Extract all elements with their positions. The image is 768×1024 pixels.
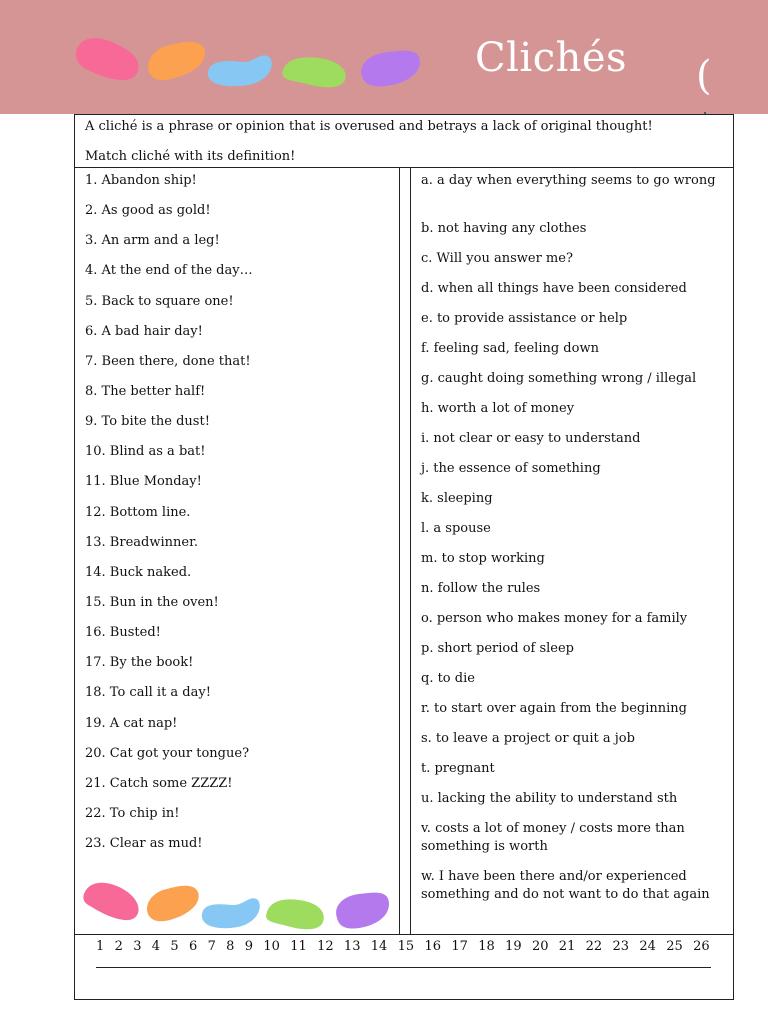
- definition-item: q. to die: [421, 671, 475, 686]
- answer-number: 26: [693, 939, 710, 954]
- definition-item: b. not having any clothes: [421, 221, 587, 236]
- intro-text: A cliché is a phrase or opinion that is overused and betrays a lack of original thought!: [85, 119, 653, 134]
- definition-item: h. worth a lot of money: [421, 401, 575, 416]
- answer-number: 20: [531, 939, 549, 954]
- definition-item: f. feeling sad, feeling down: [421, 341, 599, 356]
- answer-number: 24: [639, 939, 656, 954]
- answer-number: 1: [96, 939, 105, 954]
- cliche-item: 21. Catch some ZZZZ!: [85, 775, 233, 791]
- cliche-item: 7. Been there, done that!: [85, 353, 251, 369]
- definition-item: k. sleeping: [421, 491, 493, 506]
- cliche-item: 5. Back to square one!: [85, 293, 234, 309]
- cliche-item: 10. Blind as a bat!: [85, 444, 206, 460]
- definition-item: a. a day when everything seems to go wrong: [421, 173, 716, 188]
- answer-number: 15: [397, 939, 415, 954]
- cliche-item: 6. A bad hair day!: [85, 323, 203, 339]
- answer-number: 18: [478, 939, 495, 954]
- definition-item: l. a spouse: [421, 521, 491, 536]
- definition-item: o. person who makes money for a family: [421, 611, 688, 626]
- pink-bean-icon: [74, 34, 142, 84]
- answer-number: 10: [263, 939, 280, 954]
- definition-item: g. caught doing something wrong / illegal: [421, 371, 697, 386]
- definition-item: u. lacking the ability to understand sth: [421, 791, 678, 806]
- orange-bean-icon: [142, 38, 208, 86]
- title-trailing-char: (: [696, 53, 712, 99]
- answer-number: 23: [612, 939, 630, 954]
- answer-number: 5: [170, 939, 179, 954]
- cliche-item: 4. At the end of the day…: [85, 263, 253, 279]
- blue-bean-icon: [204, 50, 274, 88]
- orange-bean-icon: [143, 882, 201, 926]
- purple-bean-icon: [356, 48, 422, 88]
- answer-number: 7: [207, 939, 216, 954]
- answer-line[interactable]: [96, 967, 711, 968]
- cliche-item: 17. By the book!: [85, 655, 194, 671]
- cliche-item: 20. Cat got your tongue?: [85, 745, 250, 761]
- cliche-item: 16. Busted!: [85, 625, 161, 641]
- cliche-item: 9. To bite the dust!: [85, 414, 210, 430]
- cliche-item: 19. A cat nap!: [85, 715, 178, 731]
- cliche-item: 22. To chip in!: [85, 805, 180, 821]
- definition-item: v. costs a lot of money / costs more than something is worth: [421, 821, 685, 854]
- green-bean-icon: [263, 894, 327, 932]
- cliche-item: 13. Breadwinner.: [85, 534, 198, 550]
- cliche-item: 14. Buck naked.: [85, 564, 192, 580]
- definition-item: p. short period of sleep: [421, 641, 575, 656]
- answer-number: 14: [370, 939, 388, 954]
- cliche-item: 11. Blue Monday!: [85, 474, 202, 490]
- definition-item: t. pregnant: [421, 761, 495, 776]
- answer-number: 12: [317, 939, 334, 954]
- definition-item: c. Will you answer me?: [421, 251, 573, 266]
- answer-number: 22: [585, 939, 603, 954]
- cliche-item: 2. As good as gold!: [85, 203, 211, 219]
- answer-number: 9: [244, 939, 254, 954]
- answer-number: 3: [133, 939, 142, 954]
- definition-item: d. when all things have been considered: [421, 281, 687, 296]
- definition-item: m. to stop working: [421, 551, 545, 566]
- answer-number: 17: [451, 939, 468, 954]
- cliche-item: 15. Bun in the oven!: [85, 594, 219, 610]
- cliche-list: [85, 172, 253, 865]
- column-divider: [410, 167, 411, 935]
- cliche-item: 1. Abandon ship!: [85, 173, 197, 188]
- definition-item: j. the essence of something: [421, 461, 601, 476]
- purple-bean-icon: [331, 890, 391, 930]
- cliche-item: 3. An arm and a leg!: [85, 233, 220, 249]
- definition-item: s. to leave a project or quit a job: [421, 731, 635, 746]
- answer-number: 4: [151, 939, 161, 954]
- answer-number: 19: [505, 939, 522, 954]
- definition-item: i. not clear or easy to understand: [421, 431, 641, 446]
- page-title: Clichés: [475, 35, 628, 81]
- answer-number: 21: [558, 939, 576, 954]
- answer-number: 25: [666, 939, 683, 954]
- answer-number: 6: [188, 939, 198, 954]
- answer-number: 2: [114, 939, 123, 954]
- cliche-item: 12. Bottom line.: [85, 504, 191, 520]
- definition-list: [421, 172, 731, 916]
- definition-item: r. to start over again from the beginning: [421, 701, 687, 716]
- definition-item: n. follow the rules: [421, 581, 541, 596]
- answer-number: 8: [226, 939, 235, 954]
- pink-bean-icon: [82, 878, 144, 924]
- cliche-item: 18. To call it a day!: [85, 685, 211, 701]
- green-bean-icon: [279, 52, 349, 90]
- definition-item: w. I have been there and/or experienced something and do not want to do that again: [421, 869, 710, 902]
- cliche-item: 23. Clear as mud!: [85, 836, 203, 852]
- answer-number: 13: [343, 939, 361, 954]
- answer-number: 16: [424, 939, 442, 954]
- intro-box: [74, 114, 734, 168]
- answer-number: 11: [290, 939, 307, 954]
- answer-numbers: [96, 938, 710, 956]
- cliche-item: 8. The better half!: [85, 383, 206, 399]
- instruction-text: Match cliché with its definition!: [85, 149, 296, 164]
- definition-item: e. to provide assistance or help: [421, 311, 628, 326]
- blue-bean-icon: [198, 894, 262, 930]
